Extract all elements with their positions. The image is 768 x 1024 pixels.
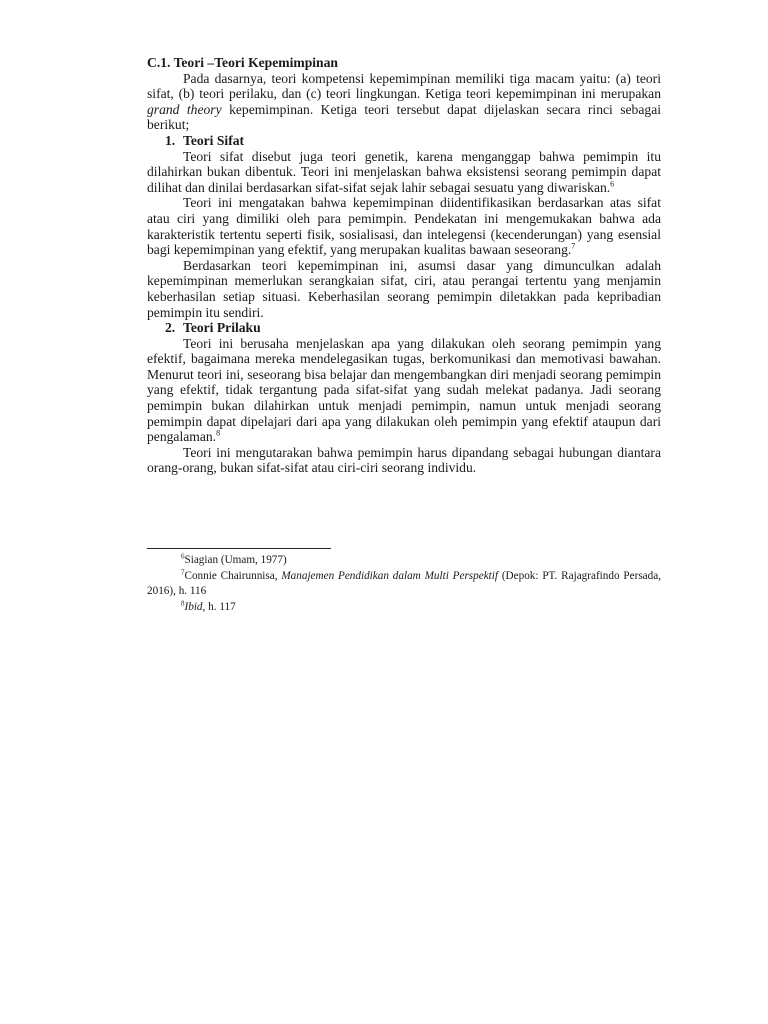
footnote-text-end: , h. 117: [202, 600, 236, 613]
footnote-number: 8: [181, 599, 185, 608]
paragraph: [147, 195, 661, 257]
footnote-ref: 8: [216, 428, 221, 438]
paragraph: [147, 149, 661, 196]
paragraph-text: Berdasarkan teori kepemimpinan ini, asumsi dasar yang dimunculkan adalah kepemimpinan memerlukan serangkaian sifat, ciri, atau perangai tertentu yang menjamin keberhasilan setiap situasi. Keberhasilan seorang pemimpin diletakkan pada kepribadian pemimpin itu sendiri.: [147, 257, 661, 320]
footnote-text-end: (Depok: PT. Rajagrafindo Persada, 2016), h. 116: [147, 569, 661, 598]
paragraph: [147, 258, 661, 320]
footnotes: [147, 553, 661, 615]
footnote-ref: 6: [610, 179, 615, 189]
paragraph-text: Teori ini mengatakan bahwa kepemimpinan diidentifikasikan berdasarkan atas sifat atau ciri yang dimiliki oleh para pemimpin. Pendekatan ini mengemukakan bahwa ada karakteristik tertentu seperti fisik, sosialisasi, dan intelegensi (kecenderungan) yang esensial bagi kepemimpinan yang efektif, yang merupakan kualitas bawaan seseorang.: [147, 195, 661, 258]
subsection-heading-1: [147, 133, 661, 149]
footnote-ibid: Ibid: [184, 600, 203, 613]
footnote-ref: 7: [571, 241, 576, 251]
paragraph-text: Teori sifat disebut juga teori genetik, karena menganggap bahwa pemimpin itu dilahirkan bukan dibentuk. Teori ini menjelaskan bahwa eksistensi seorang pemimpin dapat dilihat dan dinilai berdasarkan sifat-sifat sejak lahir sebagai sesuatu yang diwariskan.: [147, 148, 661, 195]
intro-paragraph: [147, 71, 661, 133]
subsection-title: Teori Sifat: [183, 132, 245, 148]
subsection-number: 2.: [165, 320, 176, 336]
footnote: [147, 600, 661, 616]
footnote-book-title: Manajemen Pendidikan dalam Multi Perspektif: [281, 569, 498, 582]
paragraph-text: Teori ini mengutarakan bahwa pemimpin harus dipandang sebagai hubungan diantara orang-orang, bukan sifat-sifat atau ciri-ciri seorang individu.: [147, 444, 661, 476]
paragraph: [147, 445, 661, 476]
intro-text: Pada dasarnya, teori kompetensi kepemimpinan memiliki tiga macam yaitu: (a) teori sifat, (b) teori perilaku, dan (c) teori lingkungan. Ketiga teori kepemimpinan ini merupakan: [147, 70, 661, 102]
footnote-divider: [147, 548, 331, 549]
footnote: [147, 553, 661, 569]
subsection-heading-2: [147, 320, 661, 336]
footnote-text: Siagian (Umam, 1977): [184, 554, 287, 566]
footnote-number: 7: [181, 567, 185, 576]
subsection-number: 1.: [165, 132, 176, 148]
body-text: [147, 55, 661, 476]
footnote-text: Connie Chairunnisa,: [184, 569, 282, 582]
subsection-title: Teori Prilaku: [183, 320, 261, 336]
paragraph: [147, 336, 661, 445]
footnote-number: 6: [181, 552, 185, 561]
paragraph-text: Teori ini berusaha menjelaskan apa yang dilakukan oleh seorang pemimpin yang efektif, bagaimana mereka mendelegasikan tugas, berkomunikasi dan memotivasi bawahan. Menurut teori ini, seseorang bisa belajar dan mengembangkan diri menjadi seorang pemimpin yang efektif, tidak tergantung pada sifat-sifat yang sudah melekat padanya. Jadi seorang pemimpin bukan dilahirkan untuk menjadi pemimpin, namun untuk menjadi seorang pemimpin dapat dipelajari dari apa yang dilakukan oleh pemimpin yang efektif ataupun dari pengalaman.: [147, 335, 661, 445]
intro-italic-term: grand theory: [147, 101, 222, 117]
section-title: C.1. Teori –Teori Kepemimpinan: [147, 55, 338, 70]
intro-text-end: kepemimpinan. Ketiga teori tersebut dapat dijelaskan secara rinci sebagai berikut;: [147, 101, 661, 133]
footnote: [147, 569, 661, 600]
